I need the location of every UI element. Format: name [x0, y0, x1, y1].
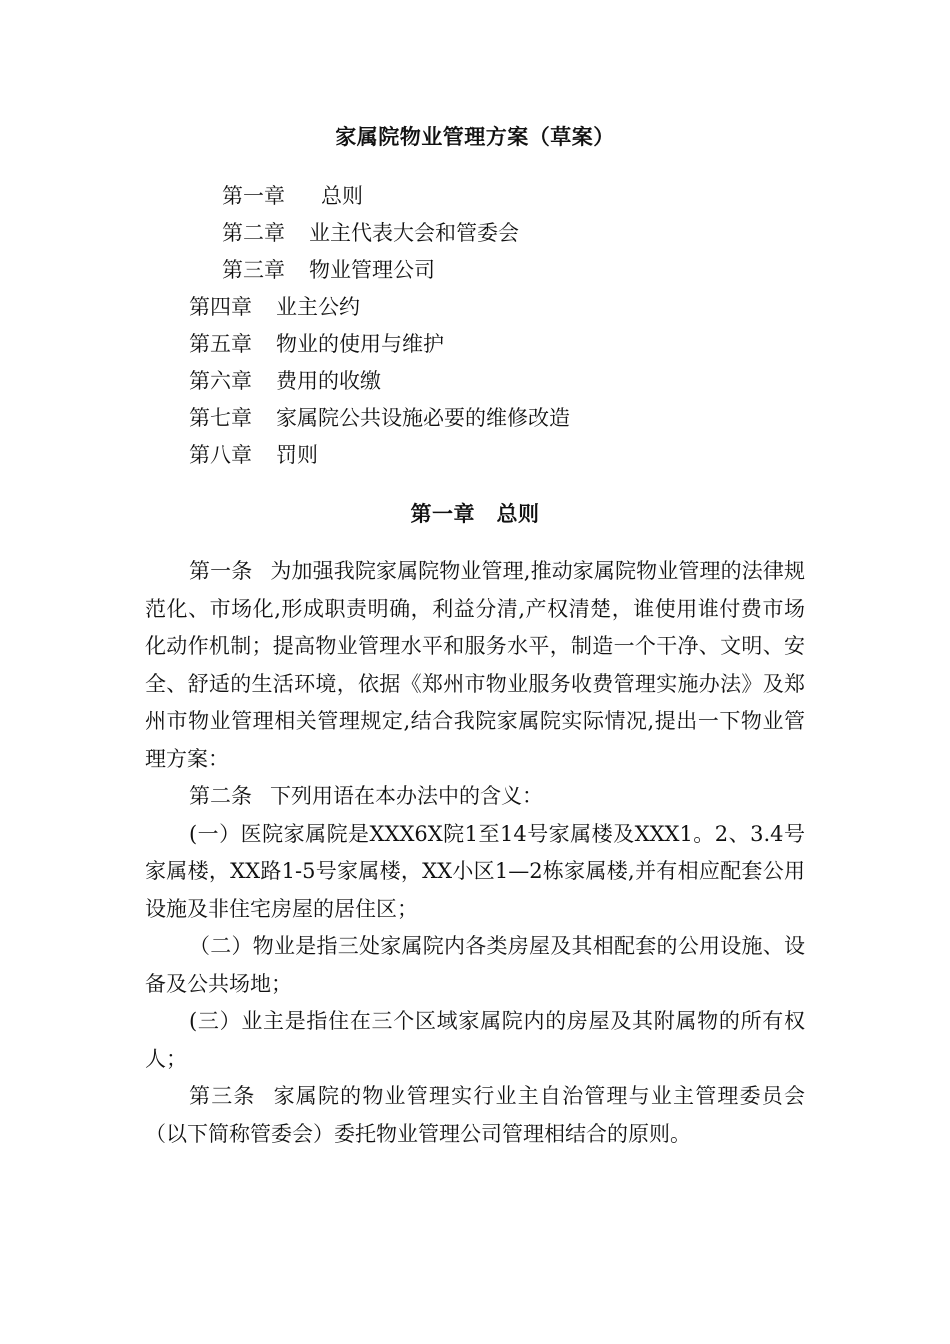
article-paragraph: [145, 1078, 805, 1153]
toc-chapter-number: 第一章: [222, 184, 285, 208]
article-text: 家属院的物业管理实行业主自治管理与业主管理委员会（以下简称管委会）委托物业管理公司管理相结合的原则。: [145, 1084, 805, 1146]
toc-item: [189, 400, 570, 437]
toc-chapter-name: 费用的收缴: [276, 369, 381, 393]
toc-chapter-name: 总则: [321, 184, 363, 208]
article-text: 下列用语在本办法中的含义：: [270, 784, 543, 808]
chapter-heading: 第一章 总则: [410, 501, 540, 526]
toc-chapter-number: 第七章: [189, 406, 252, 430]
article-paragraph: [145, 778, 805, 816]
chapter-body: [145, 553, 805, 1153]
toc-item: [222, 252, 435, 289]
toc-chapter-name: 业主公约: [276, 295, 360, 319]
toc-chapter-name: 罚则: [276, 443, 318, 467]
toc-chapter-number: 第五章: [189, 332, 252, 356]
toc-chapter-name: 物业管理公司: [309, 258, 435, 282]
definition-text: (三）业主是指住在三个区域家属院内的房屋及其附属物的所有权人；: [145, 1009, 805, 1071]
toc-chapter-number: 第三章: [222, 258, 285, 282]
definition-text: (一）医院家属院是XXX6X院1至14号家属楼及XXX1。2、3.4号家属楼，XX路1-5号家属楼，XX小区1—2栋家属楼,并有相应配套公用设施及非住宅房屋的居住区；: [145, 821, 805, 921]
toc-chapter-name: 家属院公共设施必要的维修改造: [276, 406, 570, 430]
toc-chapter-number: 第六章: [189, 369, 252, 393]
toc-chapter-number: 第八章: [189, 443, 252, 467]
article-number: 第二条: [189, 784, 252, 808]
toc-chapter-name: 业主代表大会和管委会: [309, 221, 519, 245]
toc-item: [189, 289, 360, 326]
definition-paragraph: [145, 816, 805, 929]
definition-text: （二）物业是指三处家属院内各类房屋及其相配套的公用设施、设备及公共场地；: [145, 934, 805, 996]
toc-item: [189, 363, 381, 400]
definition-paragraph: [145, 928, 805, 1003]
document-title: 家属院物业管理方案（草案）: [335, 124, 615, 149]
toc-item: [222, 178, 363, 215]
toc-item: [189, 437, 318, 474]
toc-chapter-name: 物业的使用与维护: [276, 332, 444, 356]
article-number: 第三条: [189, 1084, 256, 1108]
toc-chapter-number: 第四章: [189, 295, 252, 319]
toc-item: [189, 326, 444, 363]
article-number: 第一条: [189, 559, 253, 583]
toc-chapter-number: 第二章: [222, 221, 285, 245]
definition-paragraph: [145, 1003, 805, 1078]
article-text: 为加强我院家属院物业管理,推动家属院物业管理的法律规范化、市场化,形成职责明确，利益分清,产权清楚，谁使用谁付费市场化动作机制；提高物业管理水平和服务水平，制造一个干净、文明、安全、舒适的生活环境，依据《郑州市物业服务收费管理实施办法》及郑州市物业管理相关管理规定,结合我院家属院实际情况,提出一下物业管理方案：: [145, 559, 805, 771]
article-paragraph: [145, 553, 805, 778]
toc-item: [222, 215, 519, 252]
